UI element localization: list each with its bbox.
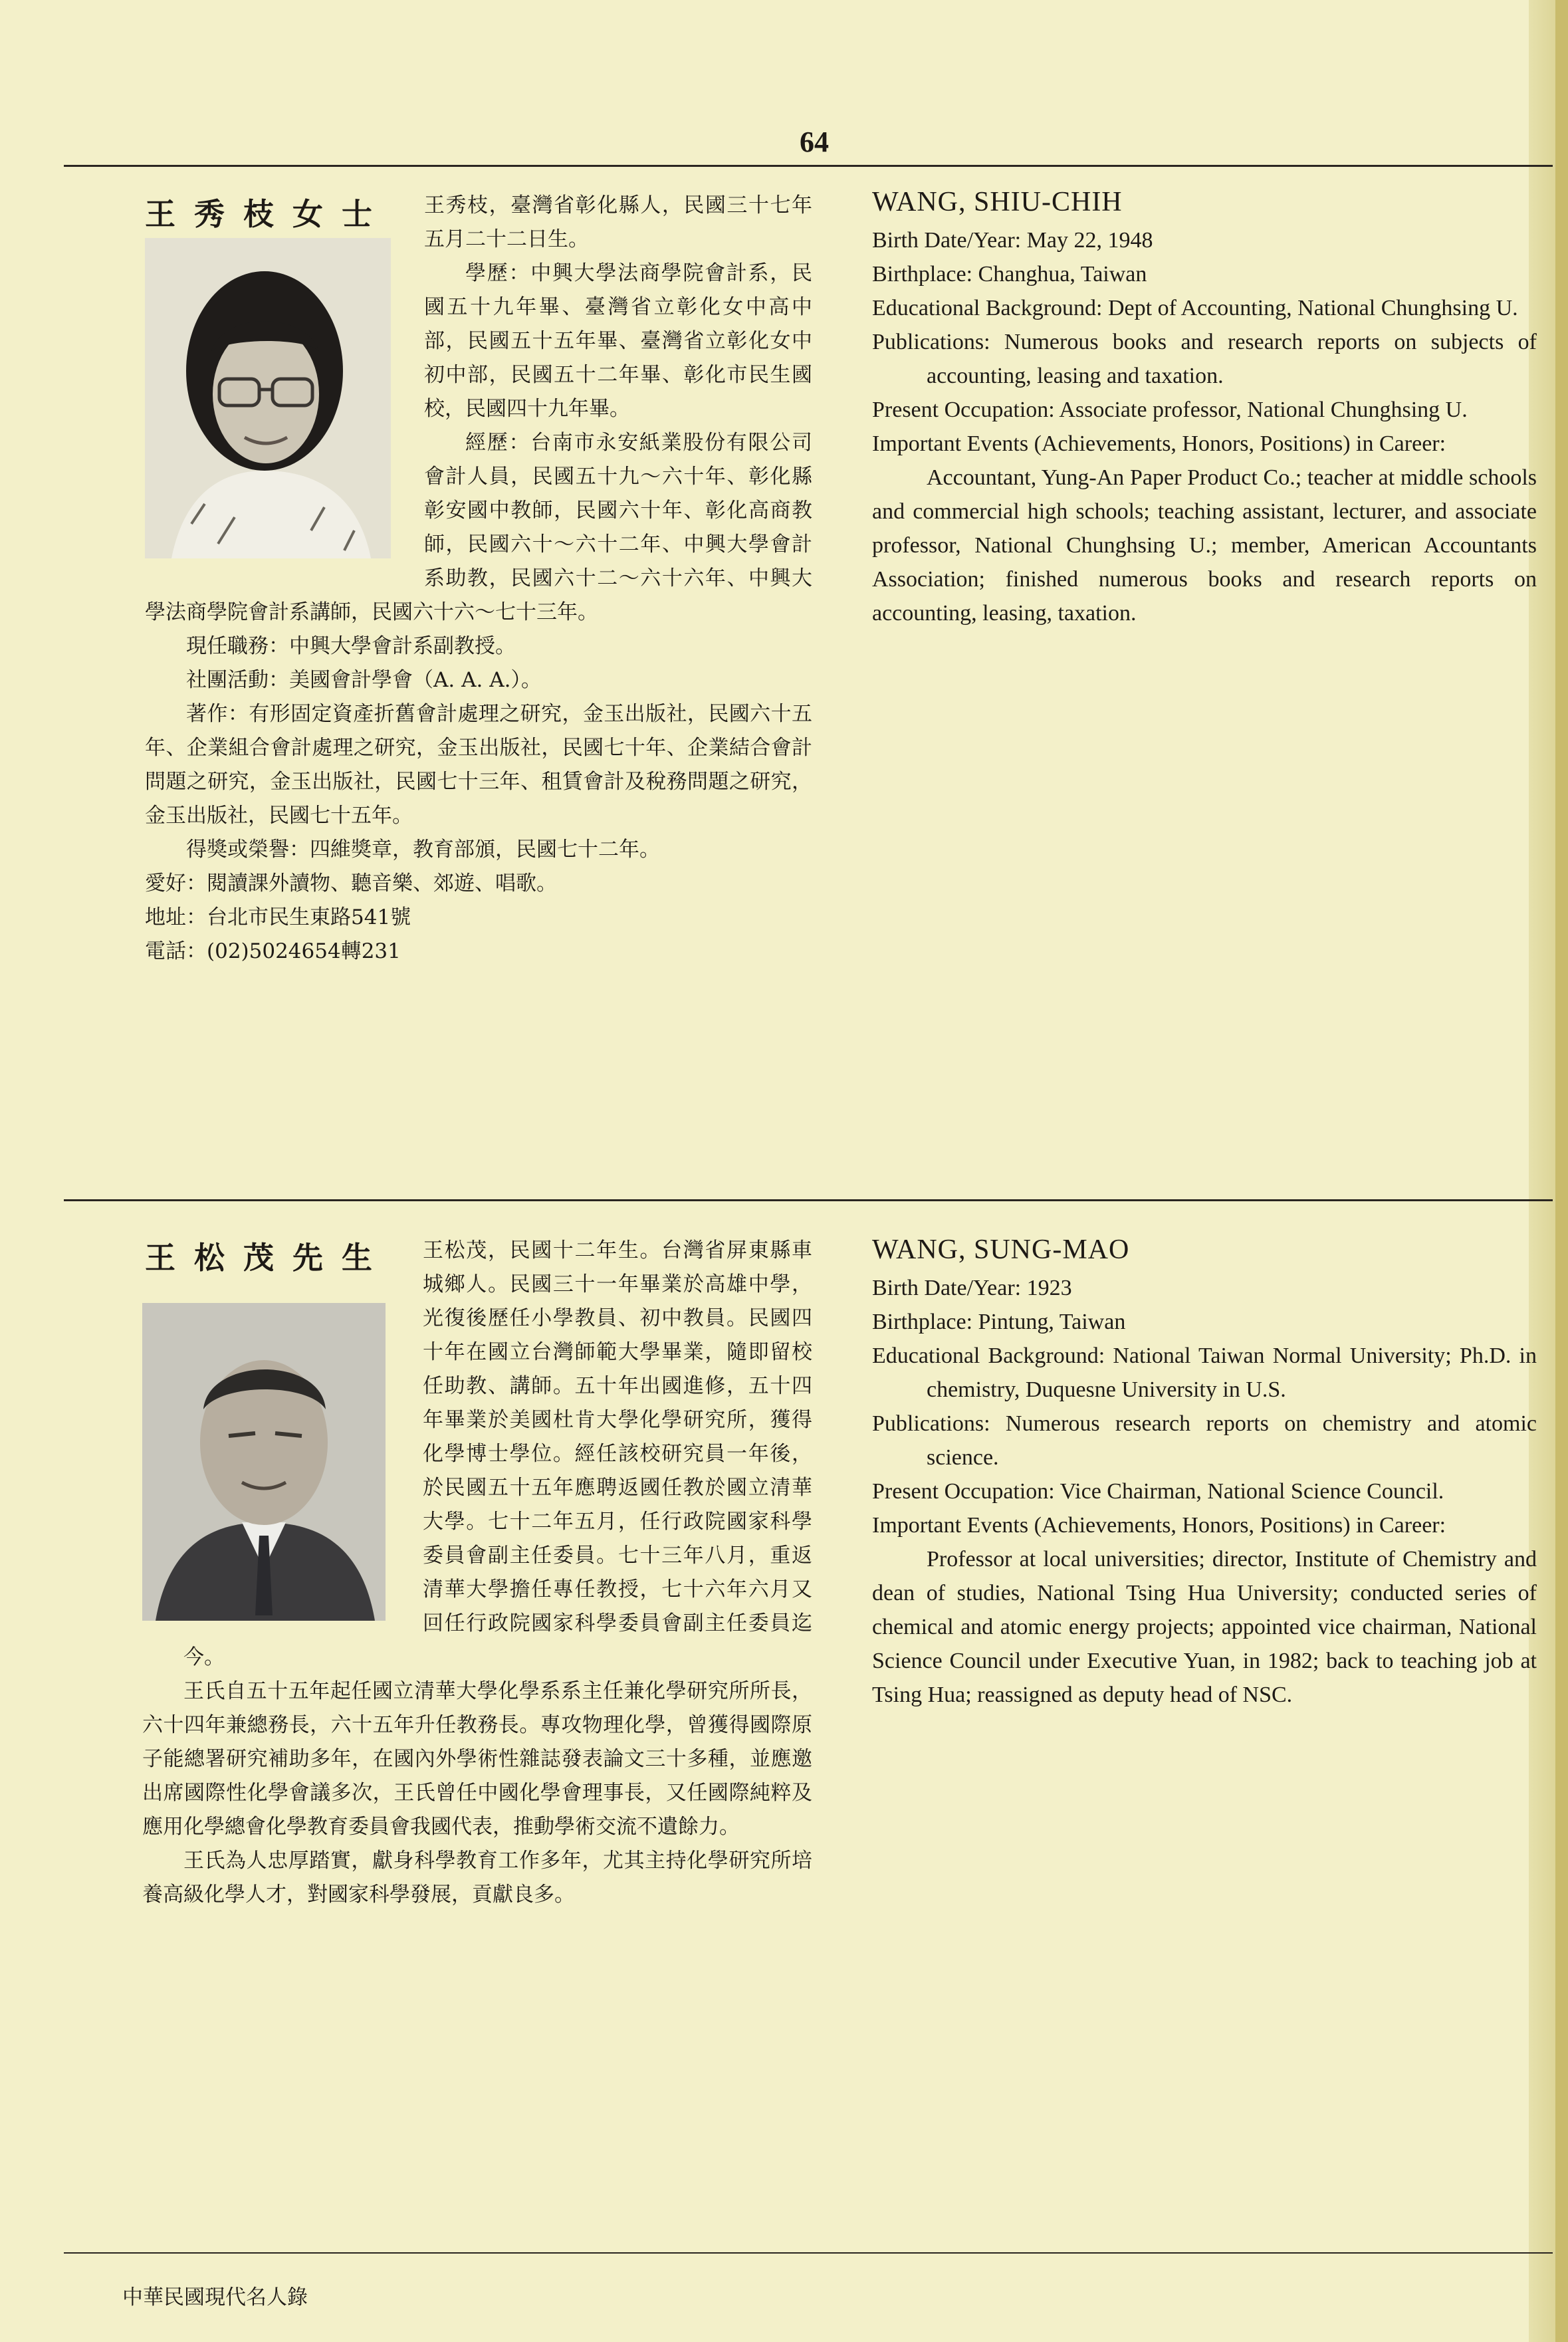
entry2-cn-para: 王氏為人忠厚踏實，獻身科學教育工作多年，尤其主持化學研究所培養高級化學人才，對國家科學發展，貢獻良多。 bbox=[142, 1849, 812, 1907]
entry1-cn-para: 經歷：台南市永安紙業股份有限公司會計人員，民國五十九～六十年、彰化縣彰安國中教師，民國六十年、彰化高商教師，民國六十～六十二年、中興大學會計系助教，民國六十二～六十六年、中興大學法商學院會計系講師，民國六十六～七十三年。 bbox=[145, 431, 812, 624]
entry1-en-row: Present Occupation: Associate professor, National Chunghsing U. bbox=[872, 398, 1468, 422]
entry1-cn-para: 學歷：中興大學法商學院會計系，民國五十九年畢、臺灣省立彰化女中高中部，民國五十五年畢、臺灣省立彰化女中初中部，民國五十二年畢、彰化市民生國校，民國四十九年畢。 bbox=[424, 261, 812, 421]
entry2-en-career: Professor at local universities; director, Institute of Chemistry and dean of studies, National Tsing Hua University; conducted series of chemical and atomic energy projects; appointed vice chairman, National Science Council under Executive Yuan, in 1982; back to teaching job at Tsing Hua; reassigned as deputy head of NSC. bbox=[872, 1547, 1537, 1707]
entry1-cn-para: 王秀枝，臺灣省彰化縣人，民國三十七年五月二十二日生。 bbox=[424, 193, 812, 251]
entry2-en-row: Important Events (Achievements, Honors, Positions) in Career: bbox=[872, 1513, 1446, 1538]
section-divider bbox=[64, 1199, 1553, 1201]
entry1-en-row: Birthplace: Changhua, Taiwan bbox=[872, 262, 1147, 287]
page-edge-binding bbox=[1555, 0, 1568, 2342]
entry2-en-row: Birthplace: Pintung, Taiwan bbox=[872, 1310, 1126, 1334]
entry1-en-row: Educational Background: Dept of Accounting, National Chunghsing U. bbox=[872, 296, 1518, 320]
entry1-hobbies: 愛好：閱讀課外讀物、聽音樂、郊遊、唱歌。 bbox=[145, 872, 557, 895]
entry2-cn-para: 王氏自五十五年起任國立清華大學化學系系主任兼化學研究所所長，六十四年兼總務長，六十五年升任教務長。專攻物理化學，曾獲得國際原子能總署研究補助多年，在國內外學術性雜誌發表論文三十多種，並應邀出席國際性化學會議多次，王氏曾任中國化學會理事長，又任國際純粹及應用化學總會化學教育委員會我國代表，推動學術交流不遺餘力。 bbox=[142, 1679, 812, 1839]
entry2-english-biography bbox=[872, 1271, 1537, 1712]
entry1-cn-para: 得獎或榮譽：四維獎章，教育部頒，民國七十二年。 bbox=[186, 838, 660, 862]
footer-book-title: 中華民國現代名人錄 bbox=[122, 2285, 308, 2309]
entry2-en-row: Educational Background: National Taiwan Normal University; Ph.D. in chemistry, Duquesne University in U.S. bbox=[872, 1344, 1537, 1402]
entry2-en-row: Publications: Numerous research reports on chemistry and atomic science. bbox=[872, 1411, 1537, 1470]
entry2-en-row: Present Occupation: Vice Chairman, National Science Council. bbox=[872, 1479, 1444, 1504]
page-number: 64 bbox=[800, 126, 829, 158]
bottom-rule bbox=[64, 2252, 1553, 2254]
entry1-en-row: Birth Date/Year: May 22, 1948 bbox=[872, 228, 1153, 253]
entry1-cn-para: 著作：有形固定資產折舊會計處理之研究，金玉出版社，民國六十五年、企業組合會計處理之研究，金玉出版社，民國七十年、企業結合會計問題之研究，金玉出版社，民國七十三年、租賃會計及稅務問題之研究，金玉出版社，民國七十五年。 bbox=[145, 702, 812, 828]
entry2-chinese-biography bbox=[142, 1234, 812, 1912]
entry1-english-name: WANG, SHIU-CHIH bbox=[872, 187, 1123, 217]
entry1-en-career: Accountant, Yung-An Paper Product Co.; teacher at middle schools and commercial high schools; teaching assistant, lecturer, and associate professor, National Chunghsing U.; member, American Accountants Association; finished numerous books and research reports on accounting, leasing, taxation. bbox=[872, 465, 1537, 626]
entry1-en-row: Publications: Numerous books and research reports on subjects of accounting, leasing and taxation. bbox=[872, 330, 1537, 388]
entry1-cn-para: 現任職務：中興大學會計系副教授。 bbox=[186, 634, 516, 658]
entry1-chinese-biography bbox=[145, 189, 812, 969]
entry2-chinese-name: 王松茂先生 bbox=[145, 1240, 391, 1276]
entry2-english-name: WANG, SUNG-MAO bbox=[872, 1234, 1130, 1265]
entry2-en-row: Birth Date/Year: 1923 bbox=[872, 1276, 1072, 1300]
entry1-phone: 電話：(02)5024654轉231 bbox=[145, 939, 401, 963]
entry1-en-row: Important Events (Achievements, Honors, Positions) in Career: bbox=[872, 431, 1446, 456]
entry2-cn-para: 王松茂，民國十二年生。台灣省屏東縣車城鄉人。民國三十一年畢業於高雄中學，光復後歷任小學教員、初中教員。民國四十年在國立台灣師範大學畢業，隨即留校任助教、講師。五十年出國進修，五十四年畢業於美國杜肯大學化學研究所，獲得化學博士學位。經任該校研究員一年後，於民國五十五年應聘返國任教於國立清華大學。七十二年五月，任行政院國家科學委員會副主任委員。七十三年八月，重返清華大學擔任專任教授，七十六年六月又回任行政院國家科學委員會副主任委員迄今。 bbox=[183, 1238, 812, 1669]
entry1-cn-para: 社團活動：美國會計學會（A. A. A.）。 bbox=[186, 668, 542, 692]
entry1-english-biography bbox=[872, 223, 1537, 630]
entry1-address: 地址：台北市民生東路541號 bbox=[145, 905, 411, 929]
top-rule bbox=[64, 165, 1553, 167]
entry1-chinese-name: 王秀枝女士 bbox=[145, 196, 391, 232]
